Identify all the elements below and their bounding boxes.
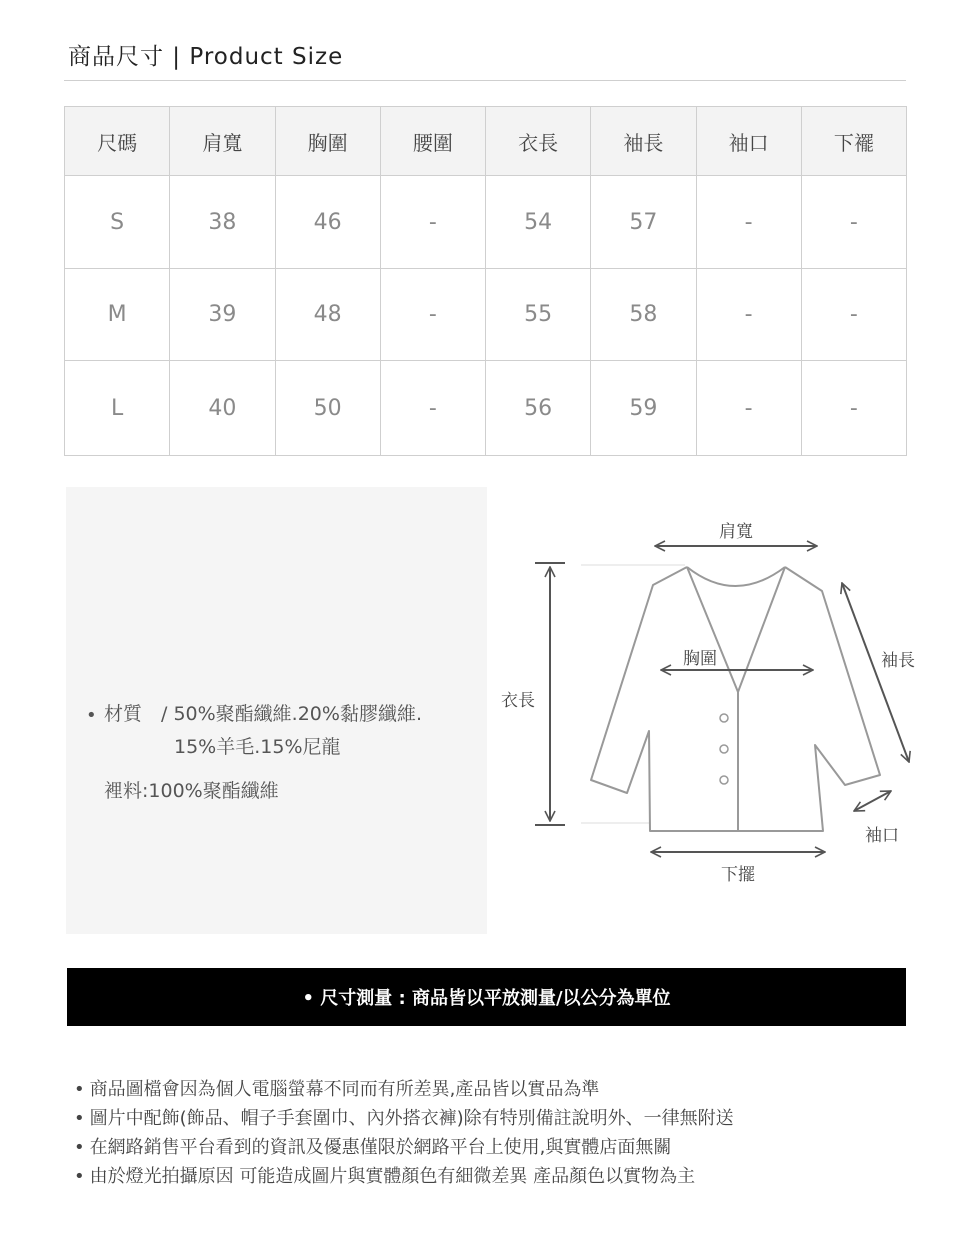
- measurement-banner: • 尺寸測量 : 商品皆以平放測量/以公分為單位: [67, 968, 906, 1026]
- column-header-cuff: 袖口: [696, 107, 801, 176]
- garment-diagram: [495, 505, 925, 900]
- lining-line: 裡料:100%聚酯纖維: [104, 780, 279, 802]
- column-header-size: 尺碼: [65, 107, 170, 176]
- list-item: • 由於燈光拍攝原因 可能造成圖片與實體顏色有細微差異 產品顏色以實物為主: [74, 1164, 734, 1193]
- size-table: [64, 106, 907, 456]
- notes-list: [74, 1077, 734, 1193]
- material-line-1: 材質 / 50%聚酯纖維.20%黏膠纖維.: [104, 703, 422, 725]
- label-hem: 下擺: [721, 865, 755, 885]
- table-row: [65, 361, 907, 456]
- size-table-header-row: [65, 107, 907, 176]
- table-cell: -: [380, 269, 485, 361]
- list-item: • 圖片中配飾(飾品、帽子手套圍巾、內外搭衣褲)除有特別備註說明外、一律無附送: [74, 1106, 734, 1135]
- list-item: • 商品圖檔會因為個人電腦螢幕不同而有所差異,產品皆以實品為準: [74, 1077, 734, 1106]
- table-cell: 40: [170, 361, 275, 456]
- table-cell: 54: [486, 176, 591, 269]
- table-cell: -: [801, 176, 906, 269]
- table-cell: -: [801, 269, 906, 361]
- table-cell: 56: [486, 361, 591, 456]
- column-header-chest: 胸圍: [275, 107, 380, 176]
- table-cell: 58: [591, 269, 696, 361]
- column-header-shoulder: 肩寬: [170, 107, 275, 176]
- table-cell: 46: [275, 176, 380, 269]
- table-cell: 48: [275, 269, 380, 361]
- table-cell: S: [65, 176, 170, 269]
- table-cell: 57: [591, 176, 696, 269]
- label-chest: 胸圍: [683, 649, 717, 669]
- label-cuff: 袖口: [865, 826, 899, 846]
- title-divider: [64, 80, 906, 81]
- table-cell: 38: [170, 176, 275, 269]
- table-cell: -: [696, 361, 801, 456]
- material-line-2: 15%羊毛.15%尼龍: [174, 736, 341, 758]
- table-cell: 50: [275, 361, 380, 456]
- table-cell: -: [696, 269, 801, 361]
- label-length: 衣長: [501, 691, 535, 711]
- column-header-hem: 下襬: [801, 107, 906, 176]
- column-header-waist: 腰圍: [380, 107, 485, 176]
- table-cell: -: [801, 361, 906, 456]
- table-cell: M: [65, 269, 170, 361]
- material-bullet: •: [86, 705, 97, 726]
- column-header-sleeve: 袖長: [591, 107, 696, 176]
- table-cell: 39: [170, 269, 275, 361]
- table-cell: 59: [591, 361, 696, 456]
- label-shoulder: 肩寬: [719, 522, 753, 542]
- table-row: [65, 176, 907, 269]
- table-cell: -: [380, 361, 485, 456]
- table-row: [65, 269, 907, 361]
- material-panel: [66, 487, 487, 934]
- cardigan-illustration: [495, 505, 925, 900]
- list-item: • 在網路銷售平台看到的資訊及優惠僅限於網路平台上使用,與實體店面無關: [74, 1135, 734, 1164]
- table-cell: L: [65, 361, 170, 456]
- column-header-length: 衣長: [486, 107, 591, 176]
- label-sleeve: 袖長: [881, 651, 915, 671]
- table-cell: -: [380, 176, 485, 269]
- page-title: 商品尺寸 | Product Size: [68, 44, 344, 70]
- table-cell: -: [696, 176, 801, 269]
- table-cell: 55: [486, 269, 591, 361]
